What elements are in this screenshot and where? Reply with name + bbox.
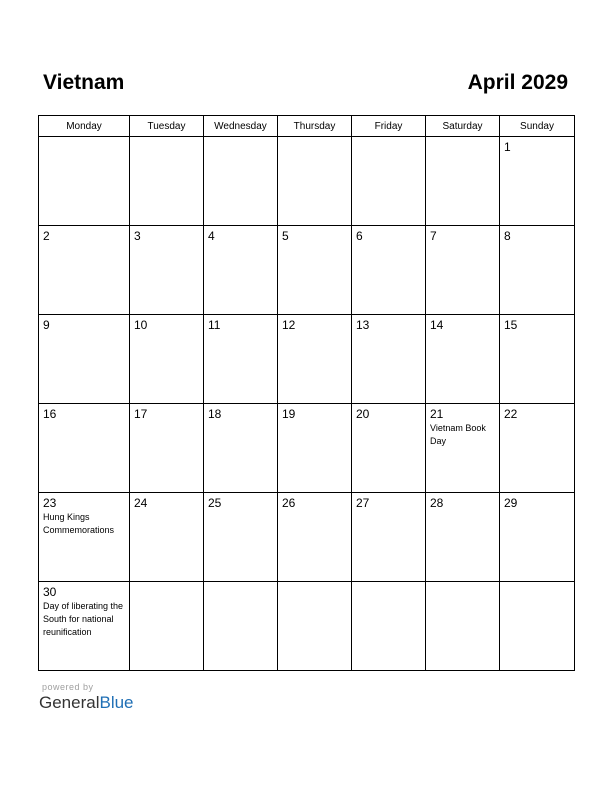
weekday-header-row bbox=[39, 116, 575, 137]
day-cell bbox=[39, 315, 130, 404]
day-cell bbox=[278, 493, 352, 582]
day-cell bbox=[500, 226, 575, 315]
day-cell-content bbox=[352, 404, 425, 421]
day-number: 9 bbox=[43, 318, 50, 332]
day-cell-content bbox=[426, 226, 499, 243]
day-cell-content bbox=[39, 493, 129, 537]
day-cell bbox=[352, 315, 426, 404]
weekday-header: Thursday bbox=[278, 116, 352, 137]
day-cell bbox=[204, 315, 278, 404]
day-cell bbox=[278, 226, 352, 315]
weekday-header: Tuesday bbox=[130, 116, 204, 137]
empty-day-cell bbox=[426, 137, 500, 226]
powered-by-text: powered by bbox=[42, 682, 94, 692]
day-number: 1 bbox=[504, 140, 511, 154]
day-number: 24 bbox=[134, 496, 148, 510]
day-number: 4 bbox=[208, 229, 215, 243]
day-cell bbox=[278, 404, 352, 493]
day-cell bbox=[352, 404, 426, 493]
day-cell-content bbox=[130, 315, 203, 332]
calendar-body bbox=[39, 137, 575, 671]
day-cell-content bbox=[352, 137, 425, 140]
week-row bbox=[39, 493, 575, 582]
day-number: 29 bbox=[504, 496, 518, 510]
day-cell-content bbox=[278, 315, 351, 332]
day-cell-content bbox=[426, 315, 499, 332]
day-number: 5 bbox=[282, 229, 289, 243]
day-cell-content bbox=[39, 137, 129, 140]
day-cell bbox=[130, 493, 204, 582]
day-cell-content bbox=[204, 404, 277, 421]
day-cell bbox=[426, 404, 500, 493]
day-cell bbox=[204, 404, 278, 493]
day-number: 19 bbox=[282, 407, 296, 421]
weekday-header: Monday bbox=[39, 116, 130, 137]
day-number: 11 bbox=[208, 318, 221, 332]
day-cell bbox=[39, 582, 130, 671]
day-number: 15 bbox=[504, 318, 518, 332]
day-number: 7 bbox=[430, 229, 437, 243]
day-number: 27 bbox=[356, 496, 370, 510]
day-number: 30 bbox=[43, 585, 57, 599]
day-cell-content bbox=[39, 226, 129, 243]
weekday-header: Saturday bbox=[426, 116, 500, 137]
day-cell bbox=[39, 404, 130, 493]
day-number: 3 bbox=[134, 229, 141, 243]
calendar-grid bbox=[38, 115, 575, 671]
holiday-label: Vietnam Book Day bbox=[430, 423, 486, 446]
day-number: 25 bbox=[208, 496, 222, 510]
day-cell bbox=[39, 226, 130, 315]
day-cell-content bbox=[500, 137, 574, 154]
day-number: 2 bbox=[43, 229, 50, 243]
day-cell-content bbox=[130, 582, 203, 585]
day-cell bbox=[278, 315, 352, 404]
day-cell-content bbox=[500, 315, 574, 332]
day-cell bbox=[500, 315, 575, 404]
day-number: 26 bbox=[282, 496, 296, 510]
day-cell-content bbox=[204, 137, 277, 140]
week-row bbox=[39, 226, 575, 315]
empty-day-cell bbox=[130, 137, 204, 226]
day-number: 10 bbox=[134, 318, 148, 332]
day-number: 21 bbox=[430, 407, 444, 421]
empty-day-cell bbox=[39, 137, 130, 226]
week-row bbox=[39, 315, 575, 404]
day-cell-content bbox=[39, 404, 129, 421]
week-row bbox=[39, 137, 575, 226]
day-cell-content bbox=[352, 315, 425, 332]
day-number: 8 bbox=[504, 229, 511, 243]
week-row bbox=[39, 404, 575, 493]
day-cell bbox=[130, 404, 204, 493]
day-cell bbox=[204, 493, 278, 582]
generalblue-logo[interactable] bbox=[39, 693, 134, 713]
empty-day-cell bbox=[426, 582, 500, 671]
day-cell-content bbox=[352, 493, 425, 510]
day-number: 20 bbox=[356, 407, 370, 421]
day-cell-content bbox=[39, 315, 129, 332]
day-cell-content bbox=[500, 404, 574, 421]
day-cell-content bbox=[204, 226, 277, 243]
week-row bbox=[39, 582, 575, 671]
day-cell-content bbox=[130, 404, 203, 421]
day-cell-content bbox=[426, 137, 499, 140]
country-title: Vietnam bbox=[43, 71, 125, 94]
weekday-header: Sunday bbox=[500, 116, 575, 137]
day-cell-content bbox=[278, 226, 351, 243]
day-cell bbox=[352, 493, 426, 582]
day-cell-content bbox=[204, 582, 277, 585]
day-cell-content bbox=[278, 137, 351, 140]
empty-day-cell bbox=[204, 137, 278, 226]
day-cell-content bbox=[204, 315, 277, 332]
month-year-title: April 2029 bbox=[467, 71, 568, 94]
day-cell-content bbox=[130, 137, 203, 140]
day-cell-content bbox=[426, 493, 499, 510]
day-cell bbox=[130, 226, 204, 315]
day-cell bbox=[426, 493, 500, 582]
day-cell-content bbox=[204, 493, 277, 510]
brand-blue-text: Blue bbox=[99, 693, 134, 712]
day-number: 23 bbox=[43, 496, 57, 510]
day-cell-content bbox=[278, 582, 351, 585]
empty-day-cell bbox=[130, 582, 204, 671]
day-number: 22 bbox=[504, 407, 518, 421]
holiday-label: Hung Kings Commemorations bbox=[43, 512, 115, 535]
weekday-header: Friday bbox=[352, 116, 426, 137]
empty-day-cell bbox=[278, 137, 352, 226]
day-cell-content bbox=[426, 582, 499, 585]
day-cell-content bbox=[130, 226, 203, 243]
empty-day-cell bbox=[500, 582, 575, 671]
day-cell bbox=[130, 315, 204, 404]
empty-day-cell bbox=[278, 582, 352, 671]
day-number: 28 bbox=[430, 496, 444, 510]
holiday-label: Day of liberating the South for national reunification bbox=[43, 601, 124, 637]
day-cell-content bbox=[500, 493, 574, 510]
day-cell-content bbox=[500, 582, 574, 585]
day-cell-content bbox=[352, 582, 425, 585]
day-cell bbox=[500, 404, 575, 493]
day-cell bbox=[500, 493, 575, 582]
day-cell bbox=[352, 226, 426, 315]
day-cell-content bbox=[426, 404, 499, 448]
day-number: 12 bbox=[282, 318, 296, 332]
weekday-header: Wednesday bbox=[204, 116, 278, 137]
day-cell-content bbox=[500, 226, 574, 243]
day-number: 18 bbox=[208, 407, 222, 421]
day-number: 6 bbox=[356, 229, 363, 243]
empty-day-cell bbox=[352, 137, 426, 226]
day-number: 16 bbox=[43, 407, 57, 421]
day-cell bbox=[500, 137, 575, 226]
empty-day-cell bbox=[204, 582, 278, 671]
empty-day-cell bbox=[352, 582, 426, 671]
day-cell bbox=[426, 315, 500, 404]
day-number: 13 bbox=[356, 318, 370, 332]
day-cell-content bbox=[278, 404, 351, 421]
day-cell bbox=[426, 226, 500, 315]
day-number: 14 bbox=[430, 318, 444, 332]
day-cell-content bbox=[130, 493, 203, 510]
day-cell-content bbox=[278, 493, 351, 510]
day-number: 17 bbox=[134, 407, 148, 421]
day-cell-content bbox=[352, 226, 425, 243]
brand-general-text: General bbox=[39, 693, 100, 712]
day-cell bbox=[39, 493, 130, 582]
day-cell bbox=[204, 226, 278, 315]
day-cell-content bbox=[39, 582, 129, 639]
